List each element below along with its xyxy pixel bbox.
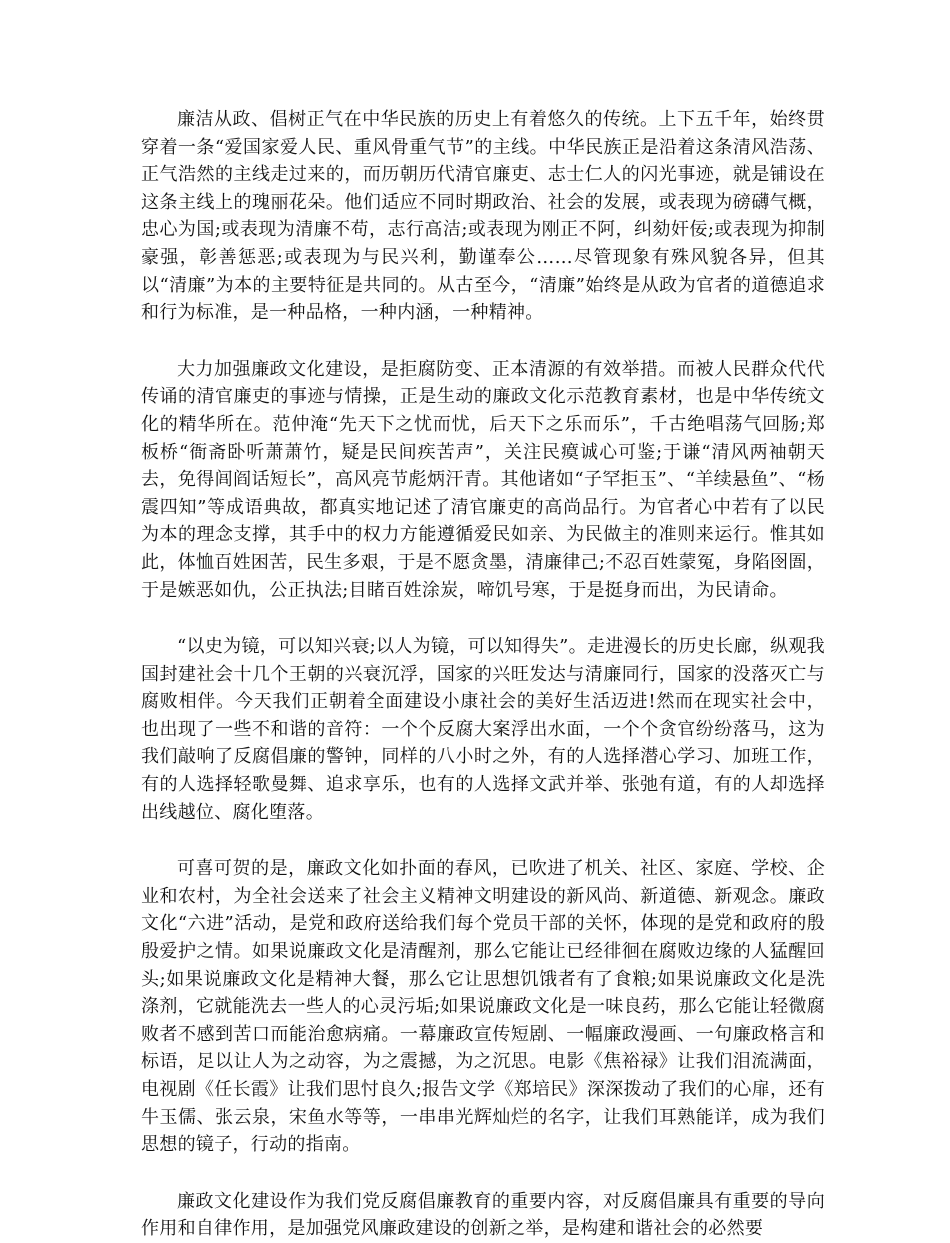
paragraph-2: 大力加强廉政文化建设，是拒腐防变、正本清源的有效举措。而被人民群众代代传诵的清官廉吏的事迹与情操，正是生动的廉政文化示范教育素材，也是中华传统文化的精华所在。范仲淹“先天下之忧而忧，后天下之乐而乐”，千古绝唱荡气回肠;郑板桥“衙斋卧听萧萧竹，疑是民间疾苦声”，关注民瘼诚心可鉴;于谦“清风两袖朝天去，免得闾阎话短长”，高风亮节彪炳汗青。其他诸如“子罕拒玉”、“羊续悬鱼”、“杨震四知”等成语典故，都真实地记述了清官廉吏的高尚品行。为官者心中若有了以民为本的理念支撑，其手中的权力方能遵循爱民如亲、为民做主的准则来运行。惟其如此，体恤百姓困苦，民生多艰，于是不愿贪墨，清廉律己;不忍百姓蒙冤，身陷囹圄，于是嫉恶如仇，公正执法;目睹百姓涂炭，啼饥号寒，于是挺身而出，为民请命。: [141, 358, 825, 601]
paragraph-3: “以史为镜，可以知兴衰;以人为镜，可以知得失”。走进漫长的历史长廊，纵观我国封建社会十几个王朝的兴衰沉浮，国家的兴旺发达与清廉同行，国家的没落灭亡与腐败相伴。今天我们正朝着全面建设小康社会的美好生活迈进!然而在现实社会中，也出现了一些不和谐的音符：一个个反腐大案浮出水面，一个个贪官纷纷落马，这为我们敲响了反腐倡廉的警钟，同样的八小时之外，有的人选择潜心学习、加班工作，有的人选择轻歌曼舞、追求享乐，也有的人选择文武并举、张弛有道，有的人却选择出线越位、腐化堕落。: [141, 636, 825, 823]
paragraph-1: 廉洁从政、倡树正气在中华民族的历史上有着悠久的传统。上下五千年，始终贯穿着一条“爱国家爱人民、重风骨重气节”的主线。中华民族正是沿着这条清风浩荡、正气浩然的主线走过来的，而历朝历代清官廉吏、志士仁人的闪光事迹，就是铺设在这条主线上的瑰丽花朵。他们适应不同时期政治、社会的发展，或表现为磅礴气概，忠心为国;或表现为清廉不苟，志行高洁;或表现为刚正不阿，纠劾奸佞;或表现为抑制豪强，彰善惩恶;或表现为与民兴利，勤谨奉公……尽管现象有殊风貌各异，但其以“清廉”为本的主要特征是共同的。从古至今，“清廉”始终是从政为官者的道德追求和行为标准，是一种品格，一种内涵，一种精神。: [141, 109, 825, 324]
document-body: [141, 106, 825, 1243]
paragraph-5: 廉政文化建设作为我们党反腐倡廉教育的重要内容，对反腐倡廉具有重要的导向作用和自律作用，是加强党风廉政建设的创新之举，是构建和谐社会的必然要: [141, 1190, 825, 1240]
paragraph-4: 可喜可贺的是，廉政文化如扑面的春风，已吹进了机关、社区、家庭、学校、企业和农村，为全社会送来了社会主义精神文明建设的新风尚、新道德、新观念。廉政文化“六进”活动，是党和政府送给我们每个党员干部的关怀，体现的是党和政府的殷殷爱护之情。如果说廉政文化是清醒剂，那么它能让已经徘徊在腐败边缘的人猛醒回头;如果说廉政文化是精神大餐，那么它让思想饥饿者有了食粮;如果说廉政文化是洗涤剂，它就能洗去一些人的心灵污垢;如果说廉政文化是一味良药，那么它能让轻微腐败者不感到苦口而能治愈病痛。一幕廉政宣传短剧、一幅廉政漫画、一句廉政格言和标语，足以让人为之动容，为之震撼，为之沉思。电影《焦裕禄》让我们泪流满面，电视剧《任长霞》让我们思忖良久;报告文学《郑培民》深深拨动了我们的心扉，还有牛玉儒、张云泉，宋鱼水等等，一串串光辉灿烂的名字，让我们耳熟能详，成为我们思想的镜子，行动的指南。: [141, 858, 825, 1156]
